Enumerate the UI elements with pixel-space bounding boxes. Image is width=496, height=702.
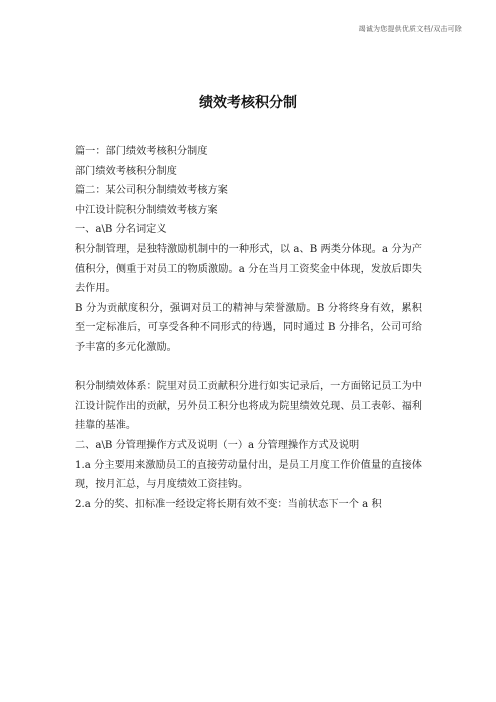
paragraph-4: 1.a 分主要用来激励员工的直接劳动量付出，是员工月度工作价值量的直接体现，按月汇总，与月度绩效工资挂钩。 bbox=[75, 459, 422, 491]
paragraph-5: 2.a 分的奖、扣标准一经设定将长期有效不变：当前状态下一个 a 积 bbox=[75, 498, 382, 510]
section-line-1: 篇一：部门绩效考核积分制度 bbox=[75, 146, 208, 157]
header-note: 竭诚为您提供优质文档/双击可除 bbox=[358, 25, 462, 33]
paragraph-1: 积分制管理，是独特激励机制中的一种形式，以 a、B 两类分体现。a 分为产值积分，侧重于对员工的物质激励。a 分在当月工资奖金中体现，发放后即失去作用。 bbox=[75, 243, 422, 295]
paragraph-2: B 分为贡献度积分，强调对员工的精神与荣誉激励。B 分将终身有效，累积至一定标准后，可享受各种不同形式的待遇，同时通过 B 分排名，公司可给予丰富的多元化激励。 bbox=[75, 302, 422, 353]
document-title: 绩效考核积分制 bbox=[199, 95, 297, 111]
section-heading-2: 二、a\B 分管理操作方式及说明（一）a 分管理操作方式及说明 bbox=[75, 439, 360, 451]
paragraph-gap bbox=[75, 358, 422, 378]
section-line-4: 中江设计院积分制绩效考核方案 bbox=[75, 204, 218, 216]
paragraph-3: 积分制绩效体系：院里对员工贡献积分进行如实记录后，一方面铭记员工为中江设计院作出的贡献，另外员工积分也将成为院里绩效兑现、员工表彰、福利挂靠的基准。 bbox=[75, 381, 422, 432]
document-body bbox=[75, 142, 422, 514]
section-line-3: 篇二：某公司积分制绩效考核方案 bbox=[75, 185, 228, 197]
section-line-2: 部门绩效考核积分制度 bbox=[75, 165, 177, 177]
section-heading-1: 一、a\B 分名词定义 bbox=[75, 224, 167, 236]
